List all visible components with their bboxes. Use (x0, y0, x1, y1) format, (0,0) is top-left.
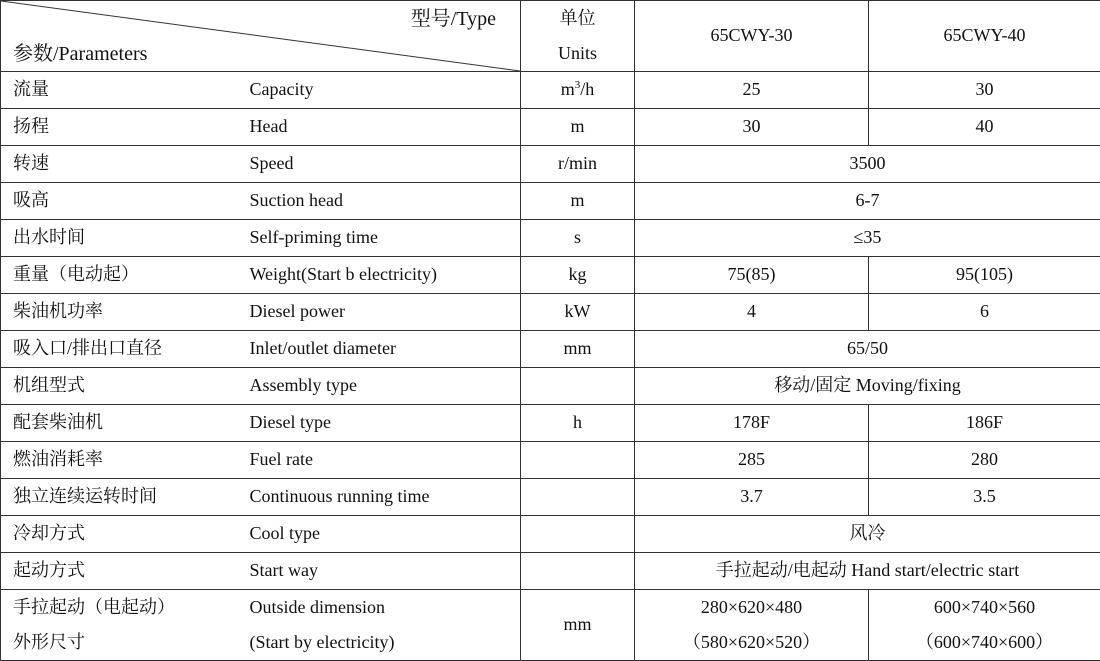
param-zh: 配套柴油机 (1, 405, 238, 442)
header-row (1, 1, 1100, 72)
unit-cell (521, 553, 635, 590)
table-row (1, 516, 1100, 553)
value-65cwy-30: 3.7 (635, 479, 869, 516)
type-header-label: 型号/Type (411, 7, 496, 31)
param-en-line1: Outside dimension (250, 590, 521, 625)
parameters-header-label: 参数/Parameters (13, 42, 147, 66)
unit-cell: h (521, 405, 635, 442)
param-en: Cool type (238, 516, 521, 553)
unit-header-en: Units (521, 36, 634, 71)
table-row (1, 146, 1100, 183)
table-row (1, 331, 1100, 368)
table-row (1, 220, 1100, 257)
value-65cwy-30: 30 (635, 109, 869, 146)
table-row (1, 109, 1100, 146)
value-65cwy-40: 95(105) (869, 257, 1100, 294)
units-header (521, 1, 635, 72)
table-row (1, 183, 1100, 220)
param-zh: 扬程 (1, 109, 238, 146)
param-zh: 转速 (1, 146, 238, 183)
param-en: Self-priming time (238, 220, 521, 257)
param-zh (1, 590, 238, 661)
value-65cwy-30 (635, 590, 869, 661)
table-row (1, 72, 1100, 109)
value-65cwy-30: 75(85) (635, 257, 869, 294)
value-both-models: 65/50 (635, 331, 1100, 368)
param-zh: 出水时间 (1, 220, 238, 257)
unit-header-zh: 单位 (521, 1, 634, 36)
dimension-line2: （580×620×520） (635, 625, 868, 660)
param-en: Suction head (238, 183, 521, 220)
table-row (1, 294, 1100, 331)
unit-cell: m (521, 109, 635, 146)
table-row (1, 257, 1100, 294)
value-both-models: ≤35 (635, 220, 1100, 257)
value-65cwy-40: 3.5 (869, 479, 1100, 516)
param-zh: 重量（电动起） (1, 257, 238, 294)
unit-cell (521, 479, 635, 516)
param-en: Inlet/outlet diameter (238, 331, 521, 368)
param-en: Speed (238, 146, 521, 183)
value-both-models: 移动/固定 Moving/fixing (635, 368, 1100, 405)
unit-superscript: 3 (575, 79, 581, 91)
value-65cwy-40: 280 (869, 442, 1100, 479)
unit-cell: mm (521, 331, 635, 368)
param-zh: 吸高 (1, 183, 238, 220)
value-65cwy-40: 6 (869, 294, 1100, 331)
table-row (1, 368, 1100, 405)
unit-cell (521, 368, 635, 405)
param-zh: 机组型式 (1, 368, 238, 405)
unit-cell (521, 72, 635, 109)
param-zh-line2: 外形尺寸 (13, 625, 238, 660)
dimension-line1: 600×740×560 (869, 590, 1100, 625)
param-zh: 流量 (1, 72, 238, 109)
value-65cwy-30: 178F (635, 405, 869, 442)
param-en: Head (238, 109, 521, 146)
value-both-models: 风冷 (635, 516, 1100, 553)
unit-cell: r/min (521, 146, 635, 183)
param-en: Start way (238, 553, 521, 590)
model-header-65cwy-40: 65CWY-40 (869, 1, 1100, 72)
diagonal-header-cell (1, 1, 521, 72)
param-zh: 独立连续运转时间 (1, 479, 238, 516)
dimension-line1: 280×620×480 (635, 590, 868, 625)
param-en: Fuel rate (238, 442, 521, 479)
param-zh: 吸入口/排出口直径 (1, 331, 238, 368)
unit-cell: kg (521, 257, 635, 294)
unit-cell (521, 442, 635, 479)
value-65cwy-40: 30 (869, 72, 1100, 109)
value-65cwy-40: 40 (869, 109, 1100, 146)
table-row (1, 553, 1100, 590)
value-65cwy-30: 285 (635, 442, 869, 479)
value-both-models: 6-7 (635, 183, 1100, 220)
unit-base: m (561, 79, 575, 99)
table-row (1, 405, 1100, 442)
value-65cwy-30: 4 (635, 294, 869, 331)
table-row-outside-dimension (1, 590, 1100, 661)
param-en-line2: (Start by electricity) (250, 625, 521, 660)
param-en: Diesel type (238, 405, 521, 442)
dimension-line2: （600×740×600） (869, 625, 1100, 660)
param-zh: 燃油消耗率 (1, 442, 238, 479)
param-en: Weight(Start b electricity) (238, 257, 521, 294)
param-zh: 起动方式 (1, 553, 238, 590)
param-en: Diesel power (238, 294, 521, 331)
table-row (1, 442, 1100, 479)
param-en: Assembly type (238, 368, 521, 405)
value-65cwy-30: 25 (635, 72, 869, 109)
unit-cell: s (521, 220, 635, 257)
unit-cell: kW (521, 294, 635, 331)
table-row (1, 479, 1100, 516)
param-en: Continuous running time (238, 479, 521, 516)
model-header-65cwy-30: 65CWY-30 (635, 1, 869, 72)
param-zh: 冷却方式 (1, 516, 238, 553)
value-both-models: 手拉起动/电起动 Hand start/electric start (635, 553, 1100, 590)
value-both-models: 3500 (635, 146, 1100, 183)
unit-cell (521, 516, 635, 553)
unit-tail: /h (580, 79, 594, 99)
unit-cell: m (521, 183, 635, 220)
unit-cell: mm (521, 590, 635, 661)
param-en: Capacity (238, 72, 521, 109)
value-65cwy-40: 186F (869, 405, 1100, 442)
value-65cwy-40 (869, 590, 1100, 661)
param-en (238, 590, 521, 661)
param-zh-line1: 手拉起动（电起动） (13, 590, 238, 625)
param-zh: 柴油机功率 (1, 294, 238, 331)
